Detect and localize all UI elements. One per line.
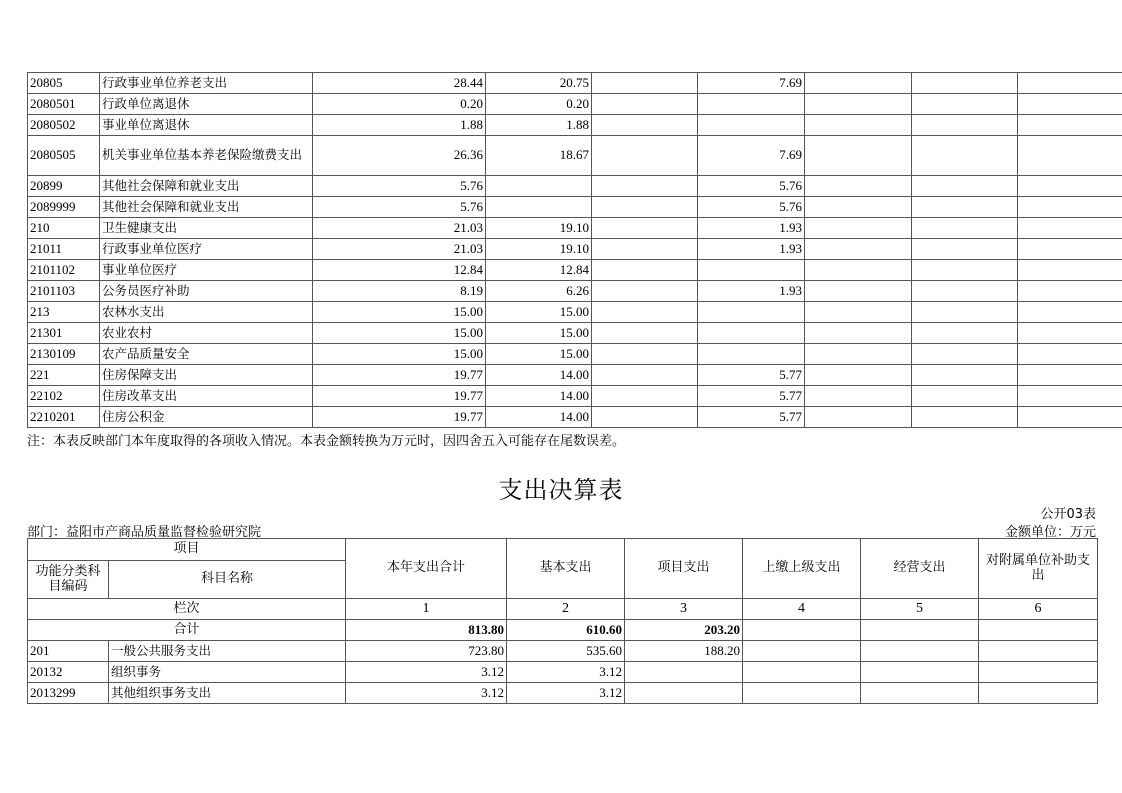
value-col4: 7.69 [698, 73, 805, 94]
subject-name: 公务员医疗补助 [100, 281, 313, 302]
value-col2: 20.75 [486, 73, 592, 94]
subject-name: 机关事业单位基本养老保险缴费支出 [100, 136, 313, 176]
value-col2: 12.84 [486, 260, 592, 281]
page-title: 支出决算表 [498, 476, 624, 504]
value-col5 [861, 683, 979, 704]
total-value: 15.00 [313, 323, 486, 344]
subject-name: 一般公共服务支出 [109, 641, 346, 662]
value-col6 [979, 620, 1098, 641]
table-row [28, 197, 1122, 218]
form-number: 公开03表 [1040, 507, 1096, 522]
value-col2: 15.00 [486, 323, 592, 344]
value-col4: 7.69 [698, 136, 805, 176]
column-number: 2 [507, 599, 625, 620]
empty-cell [1018, 218, 1122, 239]
amount-unit-label: 金额单位：万元 [1004, 525, 1096, 540]
value-col5 [805, 218, 912, 239]
value-col5 [861, 662, 979, 683]
empty-cell [1018, 115, 1122, 136]
value-col6 [979, 641, 1098, 662]
value-col6 [912, 239, 1018, 260]
value-col6 [912, 386, 1018, 407]
value-col5 [861, 641, 979, 662]
table-row [28, 281, 1122, 302]
table-row [28, 302, 1122, 323]
value-col3 [592, 73, 698, 94]
subject-name: 农业农村 [100, 323, 313, 344]
header-total-expense: 本年支出合计 [346, 539, 507, 599]
total-value: 15.00 [313, 344, 486, 365]
value-col5 [805, 281, 912, 302]
value-col3 [592, 197, 698, 218]
value-col4: 5.77 [698, 407, 805, 428]
subject-code: 21011 [28, 239, 100, 260]
value-col4: 5.76 [698, 197, 805, 218]
value-col3 [592, 365, 698, 386]
value-col2: 18.67 [486, 136, 592, 176]
total-value: 5.76 [313, 197, 486, 218]
empty-cell [1018, 94, 1122, 115]
column-number: 3 [625, 599, 743, 620]
value-col6 [912, 302, 1018, 323]
column-number: 6 [979, 599, 1098, 620]
value-col3 [592, 94, 698, 115]
table-row [28, 407, 1122, 428]
value-col4 [743, 662, 861, 683]
total-value: 19.77 [313, 407, 486, 428]
empty-cell [1018, 239, 1122, 260]
value-col5 [805, 73, 912, 94]
subject-name: 行政事业单位养老支出 [100, 73, 313, 94]
subject-code: 2080505 [28, 136, 100, 176]
table-row [28, 239, 1122, 260]
total-value: 21.03 [313, 218, 486, 239]
value-col4: 1.93 [698, 218, 805, 239]
table-row [28, 176, 1122, 197]
header-row [28, 539, 1098, 561]
column-number-label: 栏次 [28, 599, 346, 620]
subject-name: 其他组织事务支出 [109, 683, 346, 704]
empty-cell [1018, 197, 1122, 218]
value-col3 [592, 281, 698, 302]
empty-cell [1018, 365, 1122, 386]
subject-name: 住房保障支出 [100, 365, 313, 386]
subject-code: 21301 [28, 323, 100, 344]
total-value: 26.36 [313, 136, 486, 176]
expenditure-table [27, 538, 1098, 704]
value-col4 [743, 641, 861, 662]
value-col5 [805, 323, 912, 344]
value-col3 [592, 218, 698, 239]
subject-code: 221 [28, 365, 100, 386]
table-row [28, 260, 1122, 281]
value-col5 [805, 344, 912, 365]
empty-cell [1018, 302, 1122, 323]
column-number: 4 [743, 599, 861, 620]
total-row [28, 620, 1098, 641]
table-row [28, 136, 1122, 176]
value-col6 [912, 365, 1018, 386]
total-label: 合计 [28, 620, 346, 641]
empty-cell [1018, 260, 1122, 281]
table-note: 注：本表反映部门本年度取得的各项收入情况。本表金额转换为万元时，因四舍五入可能存在尾数误差。 [27, 434, 626, 449]
subject-code: 2080501 [28, 94, 100, 115]
table-row [28, 115, 1122, 136]
subject-code: 22102 [28, 386, 100, 407]
value-col6 [912, 218, 1018, 239]
value-col6 [912, 115, 1018, 136]
subject-name: 事业单位离退休 [100, 115, 313, 136]
value-col2 [486, 197, 592, 218]
value-col4 [698, 94, 805, 115]
value-col5 [805, 115, 912, 136]
income-table-continued [27, 72, 1122, 428]
value-col5 [805, 239, 912, 260]
table-row [28, 683, 1098, 704]
value-col3 [592, 115, 698, 136]
column-number: 1 [346, 599, 507, 620]
value-col3 [625, 683, 743, 704]
subject-code: 20899 [28, 176, 100, 197]
header-subject-name: 科目名称 [109, 561, 346, 599]
value-col4 [698, 115, 805, 136]
subject-name: 卫生健康支出 [100, 218, 313, 239]
value-col6 [979, 683, 1098, 704]
subject-name: 住房改革支出 [100, 386, 313, 407]
value-col5 [861, 620, 979, 641]
value-col6 [979, 662, 1098, 683]
table-row [28, 218, 1122, 239]
value-col6 [912, 260, 1018, 281]
value-col5 [805, 136, 912, 176]
subject-name: 住房公积金 [100, 407, 313, 428]
value-col6 [912, 197, 1018, 218]
value-col2: 0.20 [486, 94, 592, 115]
value-col6 [912, 94, 1018, 115]
total-value: 19.77 [313, 386, 486, 407]
subject-name: 农林水支出 [100, 302, 313, 323]
value-col2: 14.00 [486, 365, 592, 386]
subject-code: 210 [28, 218, 100, 239]
header-basic-expense: 基本支出 [507, 539, 625, 599]
header-remit-superior: 上缴上级支出 [743, 539, 861, 599]
value-col2: 14.00 [486, 386, 592, 407]
value-col4: 5.77 [698, 386, 805, 407]
value-col6 [912, 136, 1018, 176]
value-col5 [805, 94, 912, 115]
column-number-row [28, 599, 1098, 620]
value-col6 [912, 344, 1018, 365]
value-col2: 14.00 [486, 407, 592, 428]
value-col2: 3.12 [507, 662, 625, 683]
empty-cell [1018, 344, 1122, 365]
value-col2: 19.10 [486, 239, 592, 260]
value-col6 [912, 176, 1018, 197]
value-col2: 15.00 [486, 302, 592, 323]
table-row [28, 641, 1098, 662]
total-value: 813.80 [346, 620, 507, 641]
total-value: 3.12 [346, 683, 507, 704]
value-col4 [743, 683, 861, 704]
value-col2: 610.60 [507, 620, 625, 641]
department-label: 部门：益阳市产商品质量监督检验研究院 [27, 525, 262, 540]
subject-code: 213 [28, 302, 100, 323]
value-col5 [805, 197, 912, 218]
table-row [28, 323, 1122, 344]
table-row [28, 344, 1122, 365]
empty-cell [1018, 407, 1122, 428]
column-number: 5 [861, 599, 979, 620]
total-value: 15.00 [313, 302, 486, 323]
total-value: 8.19 [313, 281, 486, 302]
value-col5 [805, 407, 912, 428]
value-col5 [805, 365, 912, 386]
table-row [28, 365, 1122, 386]
total-value: 5.76 [313, 176, 486, 197]
value-col4: 5.77 [698, 365, 805, 386]
value-col3 [592, 239, 698, 260]
header-operating-expense: 经营支出 [861, 539, 979, 599]
value-col4 [743, 620, 861, 641]
table-row [28, 386, 1122, 407]
empty-cell [1018, 323, 1122, 344]
value-col4 [698, 302, 805, 323]
subject-code: 20132 [28, 662, 109, 683]
subject-name: 农产品质量安全 [100, 344, 313, 365]
total-value: 1.88 [313, 115, 486, 136]
header-item: 项目 [28, 539, 346, 561]
empty-cell [1018, 136, 1122, 176]
value-col6 [912, 407, 1018, 428]
subject-code: 201 [28, 641, 109, 662]
value-col2: 6.26 [486, 281, 592, 302]
value-col2: 15.00 [486, 344, 592, 365]
subject-name: 组织事务 [109, 662, 346, 683]
value-col5 [805, 176, 912, 197]
value-col4 [698, 260, 805, 281]
header-subsidiary-subsidy: 对附属单位补助支出 [979, 539, 1098, 599]
table-row [28, 94, 1122, 115]
table-row [28, 73, 1122, 94]
value-col4: 1.93 [698, 239, 805, 260]
subject-code: 2013299 [28, 683, 109, 704]
value-col3 [592, 302, 698, 323]
total-value: 21.03 [313, 239, 486, 260]
value-col5 [805, 260, 912, 281]
subject-name: 行政事业单位医疗 [100, 239, 313, 260]
subject-code: 2089999 [28, 197, 100, 218]
total-value: 3.12 [346, 662, 507, 683]
empty-cell [1018, 281, 1122, 302]
header-subject-code: 功能分类科目编码 [28, 561, 109, 599]
value-col4: 1.93 [698, 281, 805, 302]
value-col3 [592, 323, 698, 344]
value-col4 [698, 344, 805, 365]
value-col6 [912, 323, 1018, 344]
subject-code: 2210201 [28, 407, 100, 428]
value-col3: 188.20 [625, 641, 743, 662]
subject-code: 2101102 [28, 260, 100, 281]
value-col3 [592, 407, 698, 428]
empty-cell [1018, 73, 1122, 94]
value-col6 [912, 281, 1018, 302]
subject-code: 2101103 [28, 281, 100, 302]
value-col3 [592, 176, 698, 197]
subject-code: 20805 [28, 73, 100, 94]
total-value: 12.84 [313, 260, 486, 281]
total-value: 28.44 [313, 73, 486, 94]
value-col4 [698, 323, 805, 344]
value-col2: 535.60 [507, 641, 625, 662]
value-col6 [912, 73, 1018, 94]
empty-cell [1018, 176, 1122, 197]
value-col2: 19.10 [486, 218, 592, 239]
subject-code: 2080502 [28, 115, 100, 136]
value-col2 [486, 176, 592, 197]
empty-cell [1018, 386, 1122, 407]
value-col3 [592, 260, 698, 281]
value-col4: 5.76 [698, 176, 805, 197]
total-value: 0.20 [313, 94, 486, 115]
value-col5 [805, 386, 912, 407]
value-col2: 3.12 [507, 683, 625, 704]
total-value: 19.77 [313, 365, 486, 386]
value-col3 [625, 662, 743, 683]
subject-code: 2130109 [28, 344, 100, 365]
value-col2: 1.88 [486, 115, 592, 136]
subject-name: 其他社会保障和就业支出 [100, 197, 313, 218]
header-project-expense: 项目支出 [625, 539, 743, 599]
subject-name: 事业单位医疗 [100, 260, 313, 281]
value-col3 [592, 136, 698, 176]
total-value: 723.80 [346, 641, 507, 662]
table-row [28, 662, 1098, 683]
subject-name: 其他社会保障和就业支出 [100, 176, 313, 197]
value-col5 [805, 302, 912, 323]
value-col3: 203.20 [625, 620, 743, 641]
subject-name: 行政单位离退休 [100, 94, 313, 115]
value-col3 [592, 386, 698, 407]
value-col3 [592, 344, 698, 365]
